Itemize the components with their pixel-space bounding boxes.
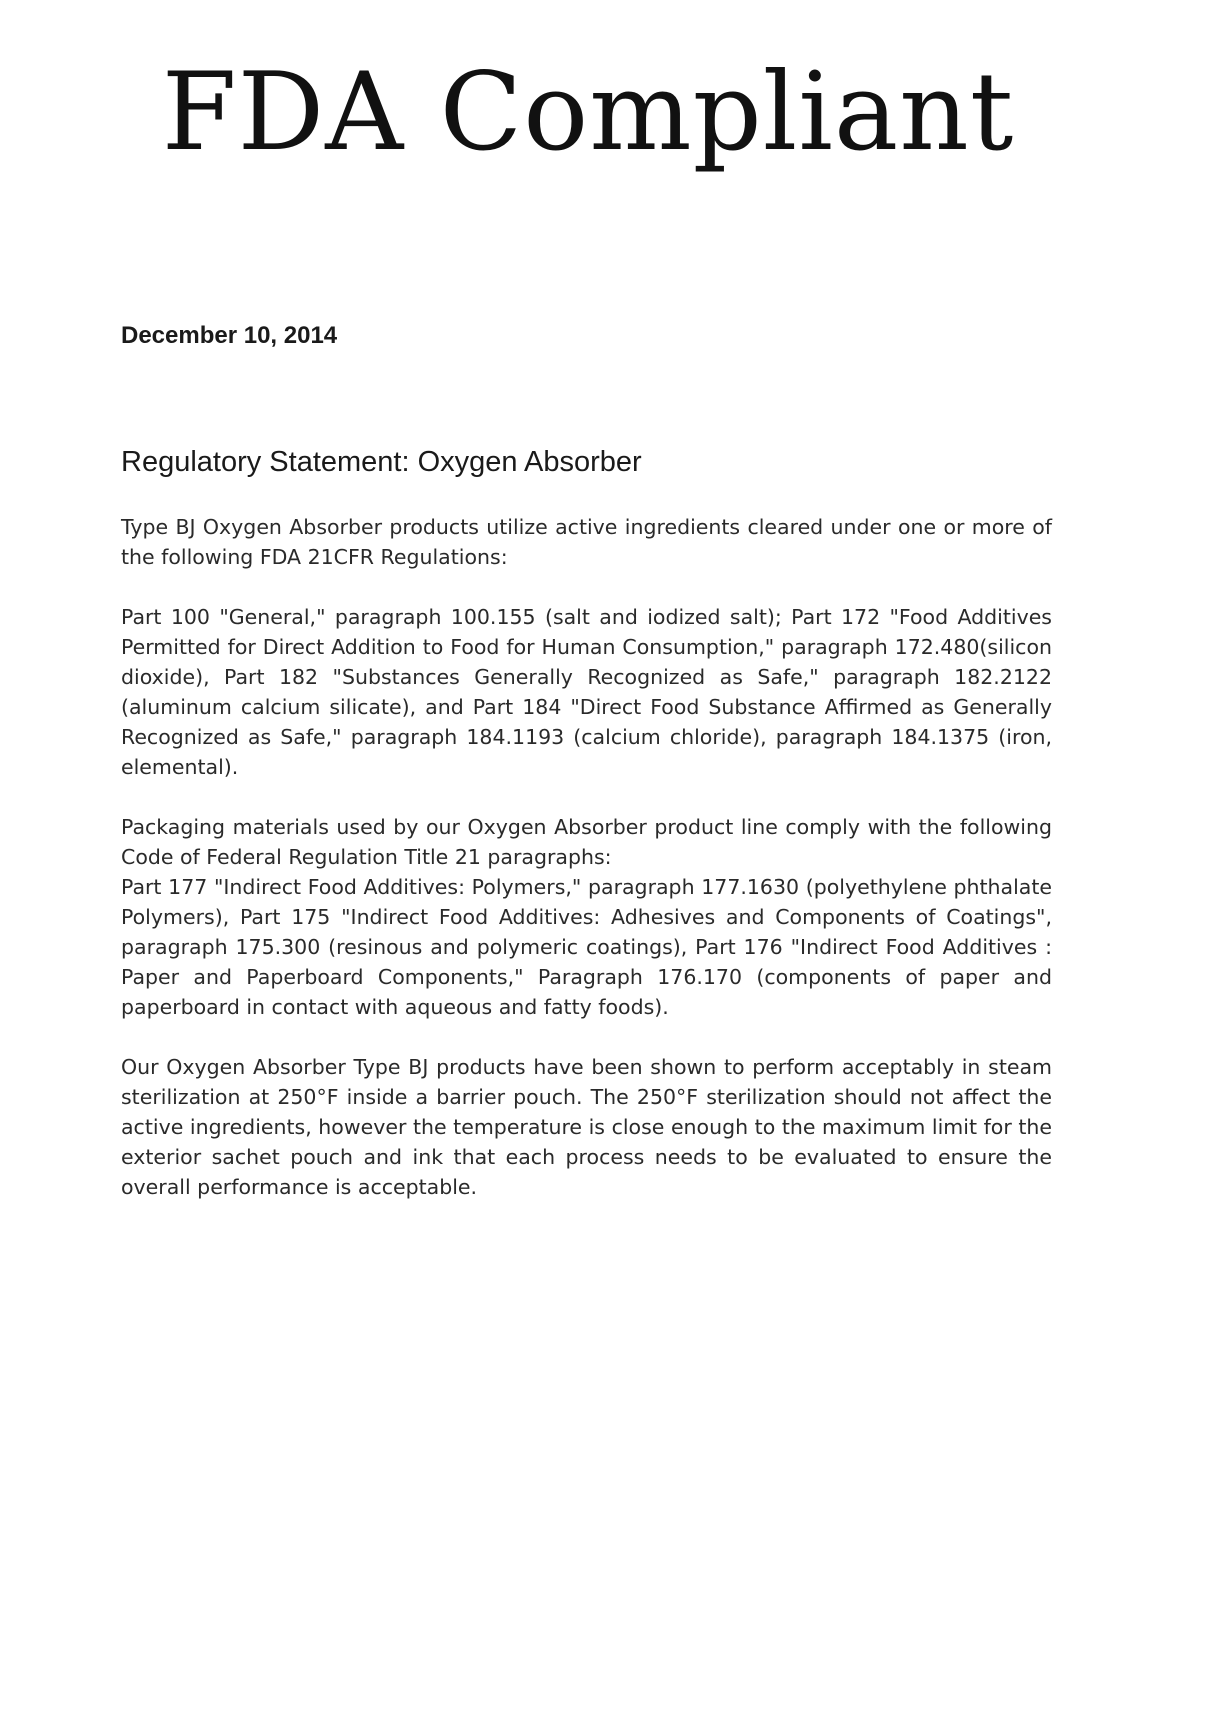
document-body	[121, 512, 1052, 1232]
document-date: December 10, 2014	[121, 322, 338, 349]
section-heading: Regulatory Statement: Oxygen Absorber	[121, 446, 642, 478]
document-title: FDA Compliant	[161, 50, 1015, 175]
paragraph-sterilization: Our Oxygen Absorber Type BJ products have been shown to perform acceptably in steam sterilization at 250°F inside a barrier pouch. The 250°F sterilization should not affect the active ingredients, however the temperature is close enough to the maximum limit for the exterior sachet pouch and ink that each process needs to be evaluated to ensure the overall performance is acceptable.	[121, 1055, 1052, 1199]
paragraph-packaging-intro: Packaging materials used by our Oxygen Absorber product line comply with the following Code of Federal Regulation Title 21 paragraphs:	[121, 815, 1052, 869]
paragraph-intro: Type BJ Oxygen Absorber products utilize active ingredients cleared under one or more of the following FDA 21CFR Regulations:	[121, 515, 1052, 569]
paragraph-packaging-parts: Part 177 "Indirect Food Additives: Polymers," paragraph 177.1630 (polyethylene phthalate Polymers), Part 175 "Indirect Food Additives: Adhesives and Components of Coatings", paragraph 175.300 (resinous and polymeric coatings), Part 176 "Indirect Food Additives : Paper and Paperboard Components," Paragraph 176.170 (components of paper and paperboard in contact with aqueous and fatty foods).	[121, 875, 1052, 1019]
paragraph-active-ingredients: Part 100 "General," paragraph 100.155 (salt and iodized salt); Part 172 "Food Additives Permitted for Direct Addition to Food for Human Consumption," paragraph 172.480(silicon dioxide), Part 182 "Substances Generally Recognized as Safe," paragraph 182.2122 (aluminum calcium silicate), and Part 184 "Direct Food Substance Affirmed as Generally Recognized as Safe," paragraph 184.1193 (calcium chloride), paragraph 184.1375 (iron, elemental).	[121, 605, 1052, 779]
